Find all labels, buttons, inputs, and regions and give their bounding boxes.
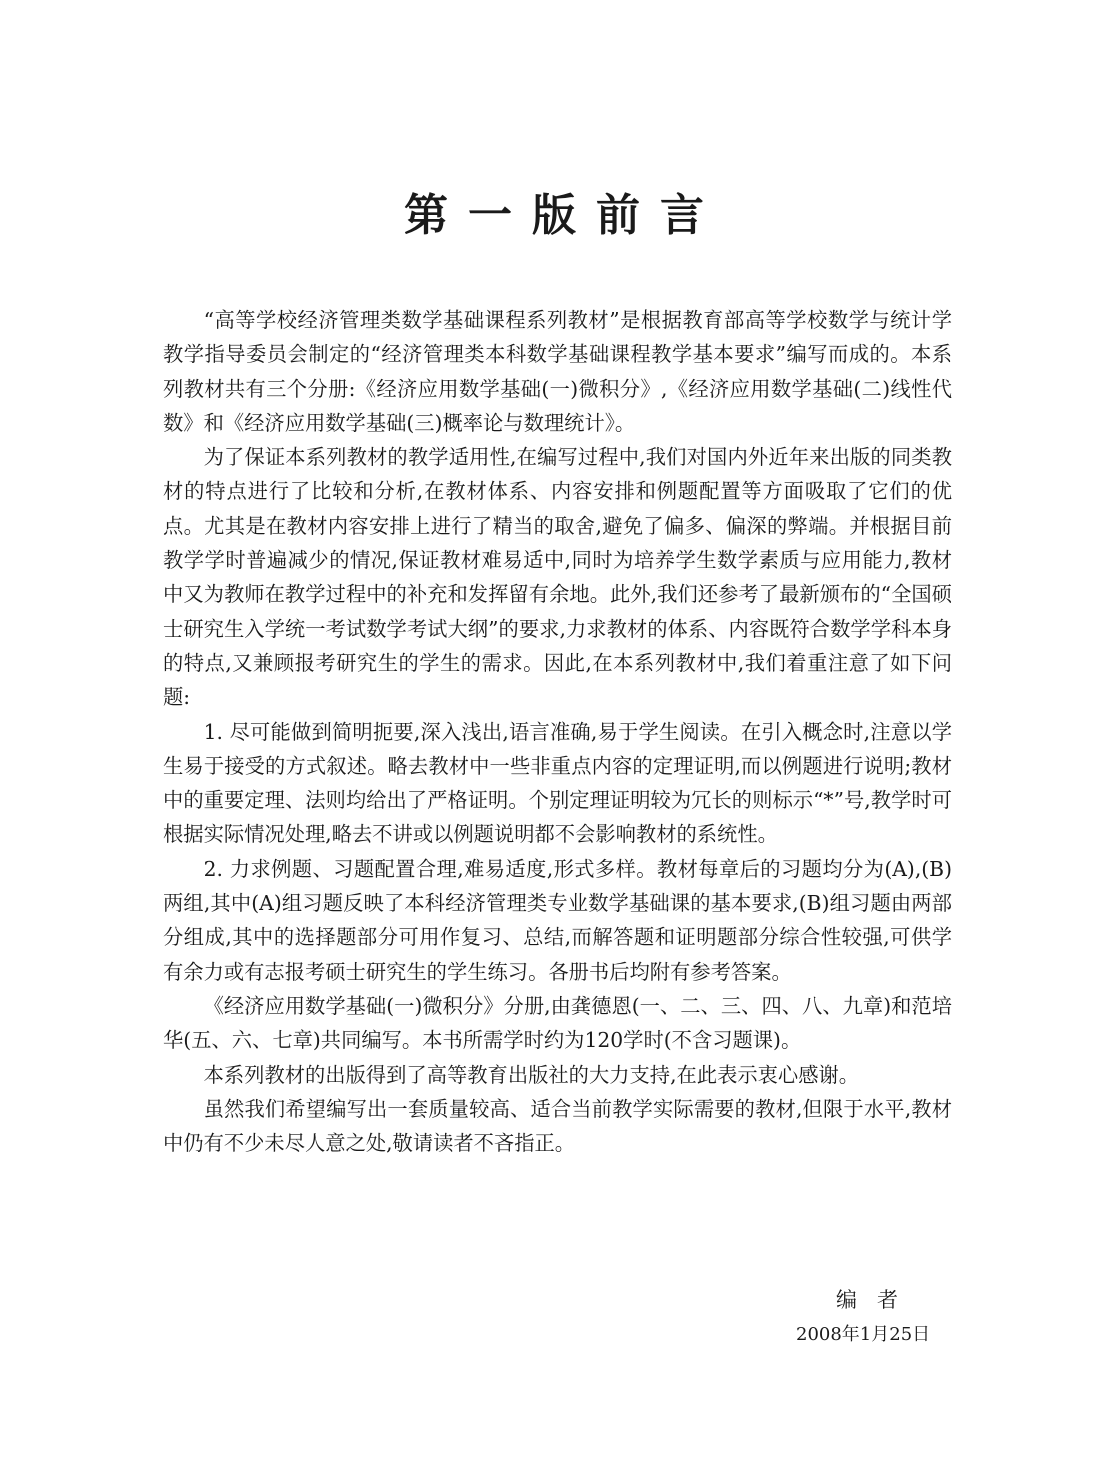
paragraph-2: 为了保证本系列教材的教学适用性,在编写过程中,我们对国内外近年来出版的同类教材的特点进行了比较和分析,在教材体系、内容安排和例题配置等方面吸取了它们的优点。尤其是在教材内容安排上进行了精当的取舍,避免了偏多、偏深的弊端。并根据目前教学学时普遍减少的情况,保证教材难易适中,同时为培养学生数学素质与应用能力,教材中又为教师在教学过程中的补充和发挥留有余地。此外,我们还参考了最新颁布的“全国硕士研究生入学统一考试数学考试大纲”的要求,力求教材的体系、内容既符合数学学科本身的特点,又兼顾报考研究生的学生的需求。因此,在本系列教材中,我们着重注意了如下问题: [163, 445, 952, 710]
paragraph-7: 虽然我们希望编写出一套质量较高、适合当前教学实际需要的教材,但限于水平,教材中仍有不少未尽人意之处,敬请读者不吝指正。 [163, 1096, 952, 1156]
date: 2008年1月25日 [796, 1324, 931, 1345]
paragraph-6: 本系列教材的出版得到了高等教育出版社的大力支持,在此表示衷心感谢。 [203, 1062, 860, 1087]
page-title: 第一版前言 [404, 190, 724, 241]
preface-body [163, 303, 952, 1160]
paragraph-4: 2. 力求例题、习题配置合理,难易适度,形式多样。教材每章后的习题均分为(A),(B)两组,其中(A)组习题反映了本科经济管理类专业数学基础课的基本要求,(B)组习题由两部分组成,其中的选择题部分可用作复习、总结,而解答题和证明题部分综合性较强,可供学有余力或有志报考硕士研究生的学生练习。各册书后均附有参考答案。 [163, 856, 952, 984]
paragraph-3: 1. 尽可能做到简明扼要,深入浅出,语言准确,易于学生阅读。在引入概念时,注意以学生易于接受的方式叙述。略去教材中一些非重点内容的定理证明,而以例题进行说明;教材中的重要定理、法则均给出了严格证明。个别定理证明较为冗长的则标示“*”号,教学时可根据实际情况处理,略去不讲或以例题说明都不会影响教材的系统性。 [163, 719, 952, 847]
signature: 编者 [836, 1288, 918, 1312]
paragraph-1: “高等学校经济管理类数学基础课程系列教材”是根据教育部高等学校数学与统计学教学指导委员会制定的“经济管理类本科数学基础课程教学基本要求”编写而成的。本系列教材共有三个分册:《经济应用数学基础(一)微积分》,《经济应用数学基础(二)线性代数》和《经济应用数学基础(三)概率论与数理统计》。 [163, 308, 952, 435]
paragraph-5: 《经济应用数学基础(一)微积分》分册,由龚德恩(一、二、三、四、八、九章)和范培华(五、六、七章)共同编写。本书所需学时约为120学时(不含习题课)。 [163, 993, 952, 1053]
